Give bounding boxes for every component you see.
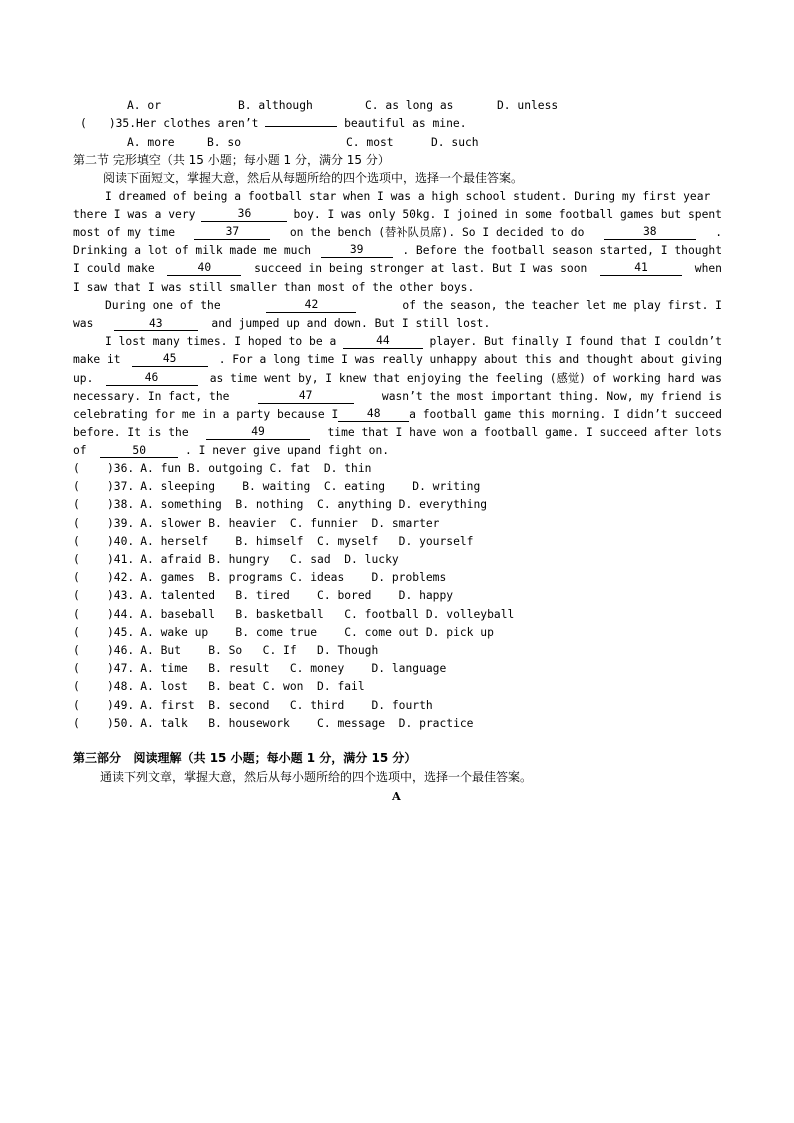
text: player. But finally I found that I couldn’t	[429, 335, 722, 348]
text: .	[715, 226, 722, 239]
q35-option-c: C. most	[346, 136, 394, 149]
passage-line-12	[73, 390, 722, 404]
passage-a-label: A	[392, 789, 401, 803]
question-options: A. talk B. housework C. message D. practice	[140, 716, 474, 730]
passage-line-4	[73, 244, 722, 258]
text: wasn’t the most important thing. Now, my friend is	[381, 390, 722, 403]
text: and jumped up and down. But I still lost.	[211, 317, 491, 330]
text: was	[73, 317, 94, 330]
passage-line-14	[73, 426, 722, 440]
text: I lost many times. I hoped to be a	[105, 335, 337, 348]
section3-instruction: 通读下列文章，掌握大意，然后从每小题所给的四个选项中，选择一个最佳答案。	[100, 770, 533, 784]
question-35	[80, 117, 467, 131]
text: During one of the	[105, 299, 221, 312]
blank-47: 47	[258, 390, 354, 404]
text: on the bench (替补队员席). So I decided to do	[289, 226, 585, 239]
q34-option-c: C. as long as	[365, 99, 454, 112]
passage-line-6: I saw that I was still smaller than most of the other boys.	[73, 281, 475, 294]
question-number: ( )46.	[73, 644, 135, 657]
section2-instruction: 阅读下面短文，掌握大意，然后从每题所给的四个选项中，选择一个最佳答案。	[103, 171, 524, 185]
option-row	[73, 717, 473, 731]
option-row	[73, 680, 365, 694]
blank-41: 41	[600, 262, 682, 276]
passage-line-2	[73, 208, 722, 222]
text: of	[73, 444, 87, 457]
passage-line-5	[73, 262, 722, 276]
question-options: A. wake up B. come true C. come out D. pick up	[140, 625, 494, 639]
question-options: A. fun B. outgoing C. fat D. thin	[140, 462, 372, 475]
blank-38: 38	[604, 226, 696, 240]
passage-line-10	[73, 353, 722, 367]
passage-line-8	[73, 317, 490, 331]
text: as time went by, I knew that enjoying the feeling (感觉) of working hard was	[209, 372, 722, 385]
q35-stem-before: Her clothes aren’t	[136, 117, 259, 130]
question-number: ( )45.	[73, 625, 135, 639]
question-number: ( )42.	[73, 571, 135, 585]
question-number: ( )43.	[73, 589, 135, 603]
question-number: ( )48.	[73, 680, 135, 694]
passage-line-11	[73, 372, 722, 386]
text: necessary. In fact, the	[73, 390, 230, 403]
question-number: ( )41.	[73, 553, 135, 566]
question-options: A. slower B. heavier C. funnier D. smarter	[140, 516, 440, 530]
passage-line-9	[105, 335, 722, 349]
q34-option-d: D. unless	[497, 99, 559, 112]
question-options: A. games B. programs C. ideas D. problems	[140, 571, 447, 585]
question-options: A. But B. So C. If D. Though	[140, 644, 379, 657]
option-row	[73, 535, 473, 549]
text: . Before the football season started, I thought	[402, 244, 722, 257]
option-row	[73, 553, 399, 567]
blank-39: 39	[321, 244, 393, 258]
question-number: ( )49.	[73, 698, 135, 712]
blank-49: 49	[206, 426, 310, 440]
blank-40: 40	[167, 262, 241, 276]
option-row	[73, 608, 514, 622]
q34-option-a: A. or	[127, 99, 162, 112]
blank-43: 43	[114, 318, 198, 331]
passage-line-1: I dreamed of being a football star when I was a high school student. During my first year	[105, 190, 711, 203]
question-options: A. lost B. beat C. won D. fail	[140, 680, 365, 694]
blank-48: 48	[338, 408, 409, 422]
question-number: ( )47.	[73, 662, 135, 676]
text: a football game this morning. I didn’t succeed	[409, 408, 722, 421]
question-number: ( )38.	[73, 498, 135, 512]
option-row	[73, 517, 439, 531]
text: time that I have won a football game. I succeed after lots	[327, 426, 722, 439]
option-row	[73, 626, 494, 640]
text: of the season, the teacher let me play first. I	[402, 299, 722, 312]
question-number: ( )37.	[73, 480, 135, 494]
text: there I was a very	[73, 208, 196, 221]
q34-option-b: B. although	[238, 99, 313, 112]
text: . I never give upand fight on.	[185, 444, 390, 457]
question-number: )35.	[108, 117, 137, 130]
question-options: A. herself B. himself C. myself D. yourself	[140, 534, 474, 548]
question-options: A. something B. nothing C. anything D. everything	[140, 498, 488, 512]
question-number: ( )40.	[73, 534, 135, 548]
option-row	[73, 571, 446, 585]
option-row	[73, 498, 487, 512]
question-number: ( )44.	[73, 607, 135, 621]
question-number: ( )39.	[73, 516, 135, 530]
option-row	[73, 480, 480, 494]
passage-line-3	[73, 226, 722, 240]
option-row	[73, 699, 433, 713]
text: . For a long time I was really unhappy about this and thought about giving	[218, 353, 722, 366]
section2-title: 第二节 完形填空（共 15 小题；每小题 1 分，满分 15 分）	[73, 153, 390, 167]
blank-37: 37	[194, 226, 270, 240]
section3-title: 第三部分 阅读理解（共 15 小题；每小题 1 分，满分 15 分）	[73, 751, 417, 765]
passage-line-13	[73, 408, 722, 422]
question-options: A. baseball B. basketball C. football D. volleyball	[140, 607, 515, 621]
text: succeed in being stronger at last. But I was soon	[254, 262, 588, 275]
text: celebrating for me in a party because I	[73, 408, 339, 421]
text: make it	[73, 353, 121, 366]
option-row	[73, 462, 371, 476]
q35-blank	[265, 126, 337, 127]
passage-line-7	[105, 299, 722, 313]
question-options: A. sleeping B. waiting C. eating D. writing	[140, 480, 481, 494]
q35-stem-after: beautiful as mine.	[344, 117, 467, 130]
q35-option-a: A. more	[127, 136, 175, 149]
blank-50: 50	[100, 445, 178, 458]
blank-44: 44	[343, 335, 423, 349]
question-options: A. first B. second C. third D. fourth	[140, 698, 433, 712]
option-row	[73, 644, 378, 658]
option-row	[73, 589, 453, 603]
blank-36: 36	[201, 208, 287, 222]
text: when	[694, 262, 722, 275]
text: Drinking a lot of milk made me much	[73, 244, 312, 257]
option-row	[73, 662, 446, 676]
question-number: ( )36.	[73, 462, 135, 475]
blank-46: 46	[106, 372, 198, 386]
question-options: A. talented B. tired C. bored D. happy	[140, 589, 454, 603]
q35-option-d: D. such	[431, 136, 479, 149]
question-number: ( )50.	[73, 716, 135, 730]
blank-42: 42	[266, 299, 356, 313]
text: most of my time	[73, 226, 176, 239]
text: boy. I was only 50kg. I joined in some football games but spent	[293, 208, 722, 221]
text: before. It is the	[73, 426, 189, 439]
text: I could make	[73, 262, 155, 275]
question-options: A. afraid B. hungry C. sad D. lucky	[140, 553, 399, 566]
question-options: A. time B. result C. money D. language	[140, 662, 447, 676]
passage-line-15	[73, 444, 389, 458]
text: up.	[73, 372, 94, 385]
q35-option-b: B. so	[207, 136, 242, 149]
answer-paren-open: (	[80, 117, 87, 130]
blank-45: 45	[132, 353, 208, 367]
